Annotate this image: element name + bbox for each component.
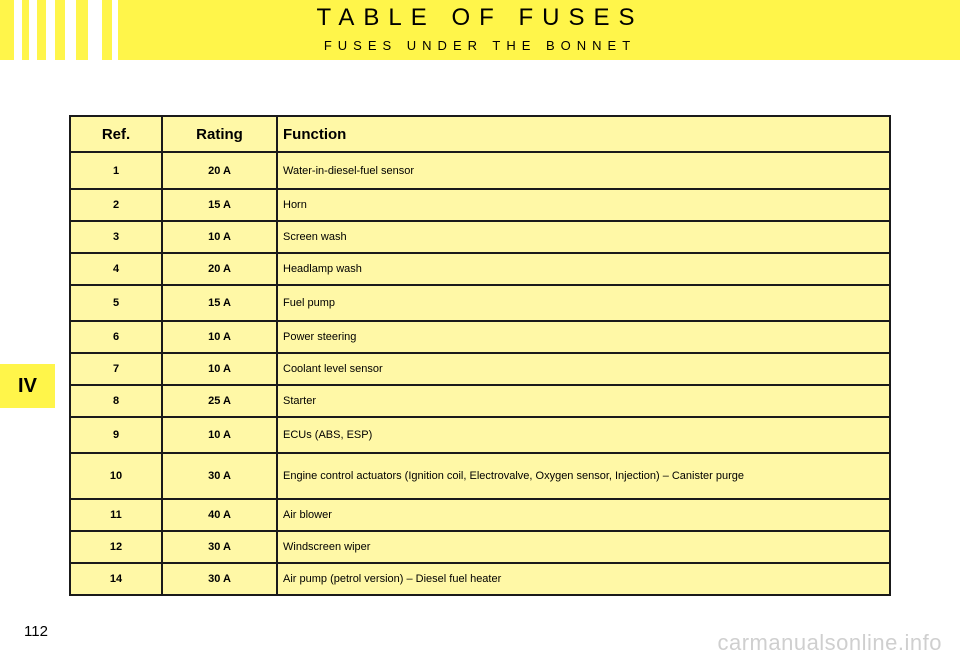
fuse-table-body — [70, 152, 890, 595]
fuse-ref-cell: 14 — [70, 563, 162, 595]
fuse-ref-cell: 12 — [70, 531, 162, 563]
fuse-rating-cell: 20 A — [162, 253, 277, 285]
fuse-rating-cell: 10 A — [162, 417, 277, 453]
page-number: 112 — [24, 623, 48, 640]
fuse-rating-cell: 10 A — [162, 221, 277, 253]
fuse-ref-cell: 3 — [70, 221, 162, 253]
page-title: TABLE OF FUSES — [316, 4, 644, 31]
fuse-rating-cell: 20 A — [162, 152, 277, 189]
fuse-rating-cell: 25 A — [162, 385, 277, 417]
fuse-function-cell: Water-in-diesel-fuel sensor — [277, 152, 890, 189]
fuse-ref-cell: 5 — [70, 285, 162, 321]
fuse-function-cell: Headlamp wash — [277, 253, 890, 285]
table-row — [70, 417, 890, 453]
fuse-ref-cell: 9 — [70, 417, 162, 453]
fuse-function-cell: Horn — [277, 189, 890, 221]
fuse-ref-cell: 7 — [70, 353, 162, 385]
watermark: carmanualsonline.info — [717, 630, 942, 655]
table-row — [70, 385, 890, 417]
chapter-tab: IV — [0, 364, 55, 408]
fuse-function-cell: Windscreen wiper — [277, 531, 890, 563]
table-row — [70, 321, 890, 353]
fuse-table — [69, 115, 891, 596]
table-row — [70, 221, 890, 253]
column-header-rating: Rating — [162, 116, 277, 152]
table-row — [70, 499, 890, 531]
header-band — [0, 0, 960, 60]
table-row — [70, 152, 890, 189]
fuse-function-cell: Air blower — [277, 499, 890, 531]
table-header-row — [70, 116, 890, 152]
fuse-function-cell: Air pump (petrol version) – Diesel fuel heater — [277, 563, 890, 595]
fuse-rating-cell: 15 A — [162, 189, 277, 221]
page-subtitle: FUSES UNDER THE BONNET — [323, 38, 637, 53]
fuse-rating-cell: 30 A — [162, 563, 277, 595]
table-row — [70, 285, 890, 321]
fuse-function-cell: Power steering — [277, 321, 890, 353]
fuse-function-cell: Fuel pump — [277, 285, 890, 321]
fuse-rating-cell: 15 A — [162, 285, 277, 321]
column-header-function: Function — [277, 116, 890, 152]
fuse-function-cell: Engine control actuators (Ignition coil, Electrovalve, Oxygen sensor, Injection) – Canister purge — [277, 453, 890, 499]
fuse-rating-cell: 10 A — [162, 353, 277, 385]
fuse-rating-cell: 10 A — [162, 321, 277, 353]
fuse-rating-cell: 30 A — [162, 531, 277, 563]
table-row — [70, 453, 890, 499]
fuse-ref-cell: 1 — [70, 152, 162, 189]
table-row — [70, 531, 890, 563]
table-row — [70, 189, 890, 221]
column-header-ref: Ref. — [70, 116, 162, 152]
fuse-ref-cell: 8 — [70, 385, 162, 417]
fuse-ref-cell: 6 — [70, 321, 162, 353]
fuse-ref-cell: 2 — [70, 189, 162, 221]
fuse-function-cell: Coolant level sensor — [277, 353, 890, 385]
table-row — [70, 563, 890, 595]
fuse-ref-cell: 4 — [70, 253, 162, 285]
table-row — [70, 253, 890, 285]
fuse-rating-cell: 30 A — [162, 453, 277, 499]
fuse-function-cell: Starter — [277, 385, 890, 417]
fuse-function-cell: ECUs (ABS, ESP) — [277, 417, 890, 453]
fuse-rating-cell: 40 A — [162, 499, 277, 531]
fuse-function-cell: Screen wash — [277, 221, 890, 253]
table-row — [70, 353, 890, 385]
fuse-ref-cell: 11 — [70, 499, 162, 531]
fuse-ref-cell: 10 — [70, 453, 162, 499]
